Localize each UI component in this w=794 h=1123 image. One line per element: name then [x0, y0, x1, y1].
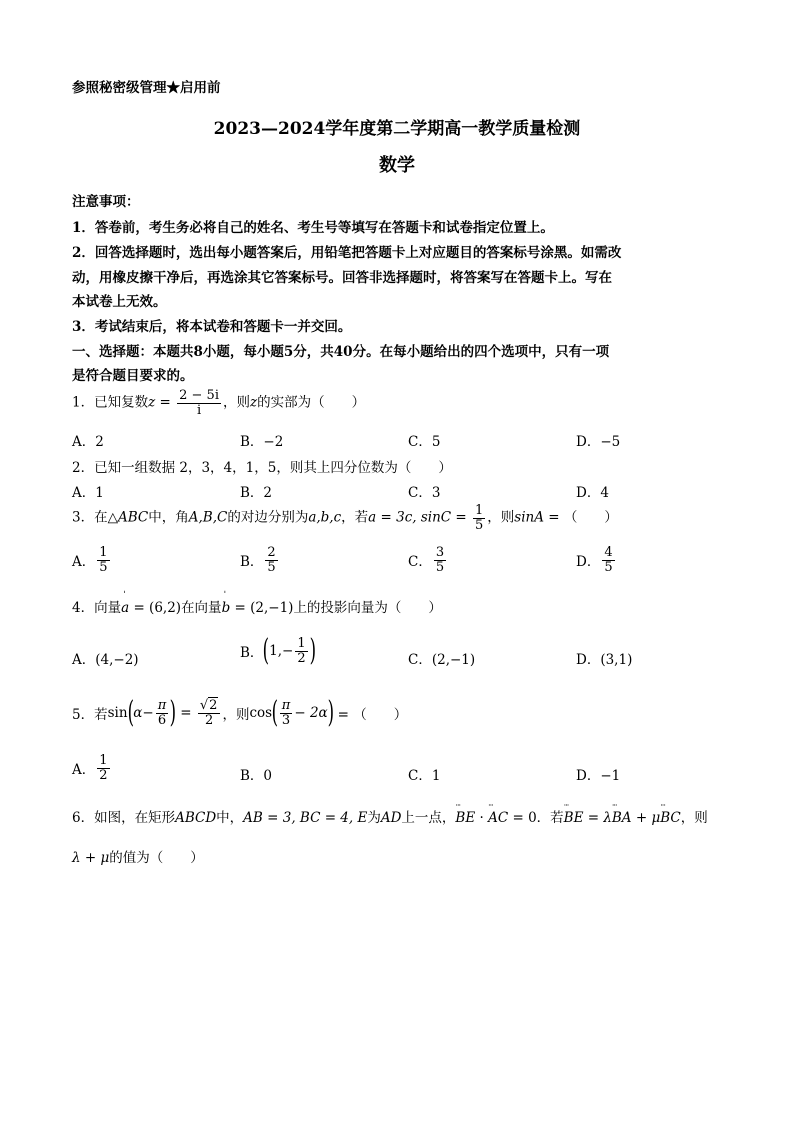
- question-6-line-2: λ + μ的值为（ ）: [72, 850, 204, 866]
- note-2-line-3: 本试卷上无效。: [72, 294, 167, 310]
- note-2-line-1: 2．回答选择题时，选出每小题答案后，用铅笔把答题卡上对应题目的答案标号涂黑。如需改: [72, 245, 622, 261]
- q5-option-d[interactable]: D．−1: [576, 768, 621, 784]
- q1-option-d[interactable]: D．−5: [576, 434, 621, 450]
- q2-option-b[interactable]: B．2: [240, 485, 273, 501]
- question-2: 2．已知一组数据 2，3，4，1，5，则其上四分位数为（ ）: [72, 460, 452, 476]
- q4-option-d[interactable]: D．(3,1): [576, 652, 633, 668]
- vector-a: ˈ a: [121, 600, 129, 616]
- vector-be: ··· BE: [455, 810, 475, 826]
- q5-option-a[interactable]: A． $\frac{1}{2}$: [72, 753, 108, 783]
- section-1-line-1: 一、选择题：本题共8小题，每小题5分，共40分。在每小题给出的四个选项中，只有一项: [72, 344, 610, 360]
- q3-option-a[interactable]: A． $\frac{1}{5}$: [72, 545, 108, 575]
- vector-b: ˈ b: [222, 600, 231, 616]
- question-3: 3．在△ABC中，角A,B,C的对边分别为a,b,c，若a = 3c, sinC = $\frac{1}{5}$ ，则sinA = （ ）: [72, 503, 618, 533]
- security-label: 参照秘密级管理★启用前: [72, 80, 221, 96]
- exam-title: 2023—2024学年度第二学期高一教学质量检测: [213, 119, 581, 139]
- question-4: 4．向量ˈ a = (6,2)在向量ˈ b = (2,−1)上的投影向量为（ ）: [72, 596, 442, 616]
- question-1: 1．已知复数z = $\frac{2 - 5i}{i}$ ，则z的实部为（ ）: [72, 388, 366, 418]
- vector-ac: ··· AC: [488, 810, 508, 826]
- q5-option-c[interactable]: C．1: [408, 768, 441, 784]
- q2-option-a[interactable]: A．1: [72, 485, 104, 501]
- note-1: 1．答卷前，考生务必将自己的姓名、考生号等填写在答题卡和试卷指定位置上。: [72, 220, 554, 236]
- vector-bc: ··· BC: [660, 810, 681, 826]
- q3-option-b[interactable]: B． $\frac{2}{5}$: [240, 545, 276, 575]
- q1-option-a[interactable]: A．2: [72, 434, 104, 450]
- note-3: 3．考试结束后，将本试卷和答题卡一并交回。: [72, 319, 352, 335]
- note-2-line-2: 动，用橡皮擦干净后，再选涂其它答案标号。回答非选择题时，将答案写在答题卡上。写在: [72, 270, 612, 286]
- vector-ba: ··· BA: [612, 810, 632, 826]
- q3-option-c[interactable]: C． $\frac{3}{5}$: [408, 545, 445, 575]
- question-5: 5．若sin(α− $\frac{\pi}{6}$ ) = $\frac{√2}{2}$ ，则cos( $\frac{\pi}{3}$ − 2α) = （ ）: [72, 695, 408, 730]
- q4-option-c[interactable]: C．(2,−1): [408, 652, 476, 668]
- q2-option-d[interactable]: D．4: [576, 485, 609, 501]
- q2-option-c[interactable]: C．3: [408, 485, 441, 501]
- q1-option-c[interactable]: C．5: [408, 434, 441, 450]
- q4-option-a[interactable]: A．(4,−2): [72, 652, 139, 668]
- subject-title: 数学: [379, 155, 415, 176]
- notes-heading: 注意事项：: [72, 194, 140, 210]
- question-6: 6．如图，在矩形ABCD中，AB = 3, BC = 4, E为AD上一点，··· BE · ··· AC = 0．若··· BE = λ··· BA + μ··· BC，则: [72, 806, 708, 826]
- q5-option-b[interactable]: B．0: [240, 768, 273, 784]
- q3-option-d[interactable]: D． $\frac{4}{5}$: [576, 545, 613, 575]
- q4-option-b[interactable]: B．(1,− $\frac{1}{2}$ ): [240, 633, 316, 668]
- q1-option-b[interactable]: B．−2: [240, 434, 284, 450]
- vector-be-2: ··· BE: [564, 810, 584, 826]
- section-1-line-2: 是符合题目要求的。: [72, 368, 194, 384]
